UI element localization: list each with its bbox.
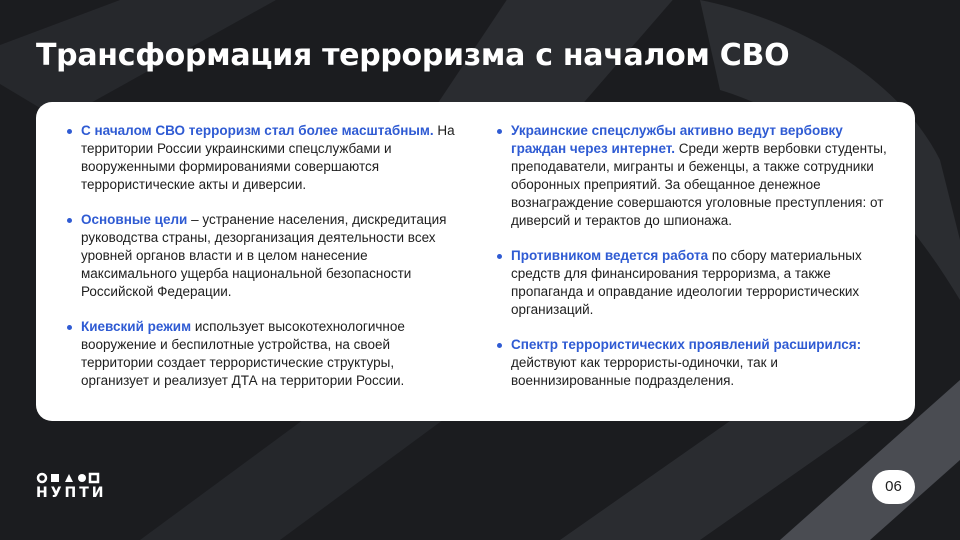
bullet-icon xyxy=(67,129,72,134)
right-column xyxy=(496,122,896,407)
content-card xyxy=(36,102,915,421)
item-highlight: Украинские спецслужбы активно ведут вербовку граждан через интернет. xyxy=(511,123,843,156)
item-text: действуют как террористы-одиночки, так и военнизированные подразделения. xyxy=(511,355,778,388)
left-column xyxy=(66,122,462,407)
item-highlight: Спектр террористических проявлений расширился: xyxy=(511,337,862,352)
item-highlight: Основные цели xyxy=(81,212,188,227)
item-text: по сбору материальных средств для финансирования терроризма, а также пропаганда и оправдание идеологии террористических организаций. xyxy=(511,248,862,317)
item-highlight: Киевский режим xyxy=(81,319,192,334)
item-text: использует высокотехнологичное вооружение и беспилотные устройства, на своей территории создает террористические структуры, организует и реализует ДТА на территории России. xyxy=(81,319,405,388)
bullet-icon xyxy=(67,325,72,330)
bullet-icon xyxy=(497,129,502,134)
item-highlight: Противником ведется работа xyxy=(511,248,709,263)
logo-mark-icon xyxy=(36,472,104,484)
item-highlight: С началом СВО терроризм стал более масштабным. xyxy=(81,123,434,138)
list-item xyxy=(66,318,462,390)
bullet-icon xyxy=(497,254,502,259)
bullet-icon xyxy=(67,218,72,223)
bullet-icon xyxy=(497,343,502,348)
logo-wordmark: НУПТИ xyxy=(36,485,107,501)
slide-title: Трансформация терроризма с началом СВО xyxy=(36,38,790,73)
list-item xyxy=(496,247,896,319)
item-text: Среди жертв вербовки студенты, преподаватели, мигранты и беженцы, а также сотрудники оборонных преприятий. За обещанное денежное вознаграждение совершаются уголовные преступления: от диверсий и терактов до шпионажа. xyxy=(511,141,887,228)
item-text: На территории России украинскими спецслужбами и вооруженными формированиями совершаются террористические акты и диверсии. xyxy=(81,123,455,192)
list-item xyxy=(496,122,896,230)
item-text: – устранение населения, дискредитация руководства страны, дезорганизация деятельности всех уровней органов власти и в целом нанесение максимального ущерба национальной безопасности Российской Федерации. xyxy=(81,212,447,299)
list-item xyxy=(66,122,462,194)
page-number-badge: 06 xyxy=(872,470,915,504)
list-item xyxy=(66,211,462,301)
list-item xyxy=(496,336,896,390)
